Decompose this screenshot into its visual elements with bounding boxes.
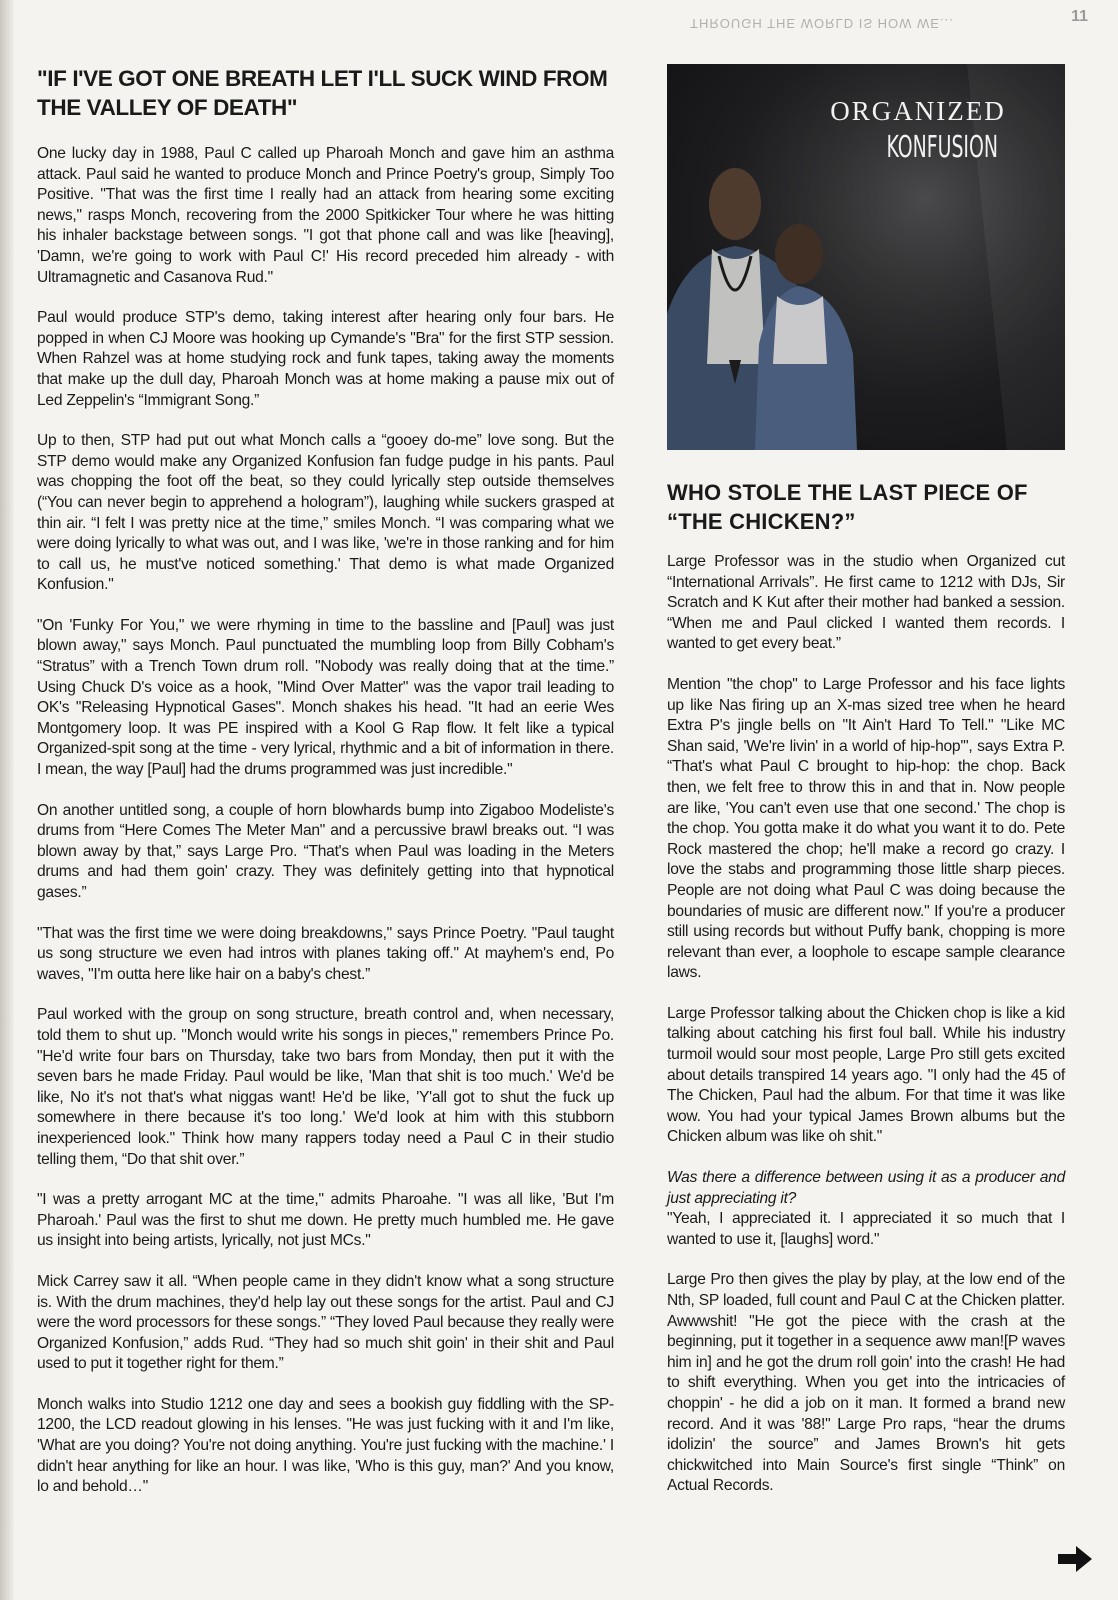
left-paragraph: "On 'Funky For You," we were rhyming in time to the bassline and [Paul] was just blown away," says Monch. Paul punctuated the mumbling loop from Billy Cobham's “Stratus” with a Trench Town drum roll. "Nobody was really doing that at the time.” Using Chuck D's voice as a hook, "Mind Over Matter" was the vapor trail leading to OK's "Releasing Hypnotical Gases". Monch shakes his head. "It had an eerie Wes Montgomery loop. It was PE inspired with a Kool G Rap flow. It felt like a typical Organized-spit song at the time - very lyrical, rhythmic and a bit of information in there. I mean, the way [Paul] had the drums programmed was just incredible." [37, 616, 614, 779]
right-arrow-icon [1058, 1544, 1092, 1574]
left-paragraph: Paul worked with the group on song structure, breath control and, when necessary, told them to shut up. "Monch would write his songs in pieces," remembers Prince Po. "He'd write four bars on Thursday, take two bars from Monday, then put it with the seven bars he made Friday. Paul would be like, 'Man that shit is too much.' We'd be like, No it's not that's what niggas want! He'd be like, 'Y'all got to shut the fuck up somewhere in there because it's too long.' We'd look at him with this stubborn inexperienced look." Think how many rappers today need a Paul C in their studio telling them, “Do that shit over.” [37, 1006, 614, 1168]
left-column [37, 64, 614, 1498]
cover-title: ORGANIZED [830, 96, 1006, 126]
album-cover [667, 64, 1065, 450]
interview-question: Was there a difference between using it as a producer and just appreciating it? [667, 1169, 1065, 1207]
left-paragraph: One lucky day in 1988, Paul C called up Pharoah Monch and gave him an asthma attack. Paul said he wanted to produce Monch and Prince Poetry's group, Simply Too Positive. "That was the first time I really had an attack from hearing some exciting news," rasps Monch, recovering from the 2000 Spitkicker Tour where he was hitting his inhaler backstage between songs. "I got that phone call and was like [heaving], 'Damn, we're going to work with Paul C!' His record preceded him already - with Ultramagnetic and Casanova Rud." [37, 145, 614, 286]
left-paragraph: Paul would produce STP's demo, taking interest after hearing only four bars. He popped in when CJ Moore was hooking up Cymande's "Bra" for the first STP session. When Rahzel was at home studying rock and funk tapes, taking away the moments that make up the dull day, Pharoah Monch was at home making a pause mix out of Led Zeppelin's “Immigrant Song.” [37, 309, 614, 409]
left-paragraph: "I was a pretty arrogant MC at the time," admits Pharoahe. "I was all like, 'But I'm Pharoah.' Paul was the first to shut me down. He pretty much humbled me. He gave us insight into being artists, lyrically, not just MCs." [37, 1191, 614, 1250]
right-paragraph: Large Professor talking about the Chicken chop is like a kid talking about catching his first foul ball. While his industry turmoil would sour most people, Large Pro still gets excited about details transpired 14 years ago. "I only had the 45 of The Chicken, Paul had the album. For that time it was like wow. You had your typical James Brown albums but the Chicken album was like oh shit." [667, 1004, 1065, 1146]
right-column [667, 478, 1065, 1497]
running-head: THROUGH THE WORLD IS HOW WE... [690, 16, 954, 31]
left-paragraph: "That was the first time we were doing breakdowns," says Prince Poetry. "Paul taught us song structure we even had intros with planes taking off." At mayhem's end, Po waves, "I'm outta here like hair on a baby's chest.” [37, 924, 614, 983]
cover-subtitle: KONFUSION [886, 130, 999, 165]
right-headline: WHO STOLE THE LAST PIECE OF “THE CHICKEN?” [667, 480, 1028, 534]
right-paragraph: Large Professor was in the studio when Organized cut “International Arrivals”. He first came to 1212 with DJs, Sir Scratch and K Kut after their mother had banked a session. “When me and Paul clicked I wanted them records. I wanted to get every beat.” [667, 553, 1065, 653]
right-paragraph: Mention "the chop" to Large Professor and his face lights up like Nas firing up an X-mas sized tree when he heard Extra P's jingle bells on "It Ain't Hard To Tell." "Like MC Shan said, 'We're livin' in a world of hip-hop'", says Extra P. “That's what Paul C brought to hip-hop: the chop. Back then, we felt free to throw this in and that in. Now people are like, 'You can't even use that one second.' The chop is the chop. You gotta make it do what you want it to do. Pete Rock mastered the chop; he'll make a record go crazy. I love the stabs and programming those little sharp pieces. People are not doing what Paul C was doing because the boundaries of music are different now." If you're a producer still using records but without Puffy bank, chopping is more relevant than ever, a loophole to escape sample clearance laws. [667, 675, 1065, 982]
left-paragraph: Monch walks into Studio 1212 one day and sees a bookish guy fiddling with the SP-1200, the LCD readout glowing in his lenses. "He was just fucking with it and I'm like, 'What are you doing? You're not doing anything. You're just fucking with the machine.' I didn't hear anything for like an hour. I was like, 'Who is this guy, man?' And you know, lo and behold…" [37, 1395, 614, 1496]
right-paragraph: Large Pro then gives the play by play, at the low end of the Nth, SP loaded, full count and Paul C at the Chicken platter. Awwwshit! "He got the piece with the crash at the beginning, put it together in a sequence aww man![P waves him in] and he got the drum roll goin' into the crash! He had to shift everything. When you get into the intricacies of choppin' - he did a job on it man. It formed a brand new record. And it was '88!" Large Pro raps, “hear the drums idolizin' the source” and James Brown's hit gets chickwitched into Main Source's first single “Think” on Actual Records. [667, 1271, 1065, 1495]
left-headline: "IF I'VE GOT ONE BREATH LET I'LL SUCK WIND FROM THE VALLEY OF DEATH" [37, 66, 608, 120]
left-paragraph: Up to then, STP had put out what Monch calls a “gooey do-me” love song. But the STP demo would make any Organized Konfusion fan fudge pudge in his pants. Paul was chopping the foot off the beat, so they could lyrically step outside themselves (“You can never begin to apprehend a hologram”), laughing while suckers grasped at thin air. “I felt I was pretty nice at the time,” smiles Monch. “I was comparing what we were doing lyrically to what was out, and I was like, 'we're in those ranking and for him to call us, he must've noticed something.' That demo is what made Organized Konfusion." [37, 432, 614, 594]
left-paragraph: Mick Carrey saw it all. “When people came in they didn't know what a song structure is. With the drum machines, they'd help lay out these songs for the artist. Paul and CJ were the word processors for these songs.” “They loved Paul because they really were Organized Konfusion,” adds Rud. “They had so much shit goin' in their shit and Paul used to put it together right for them.” [37, 1272, 614, 1373]
page-edge [0, 0, 14, 1600]
page-number: 11 [1071, 8, 1088, 25]
left-paragraph: On another untitled song, a couple of horn blowhards bump into Zigaboo Modeliste's drums from “Here Comes The Meter Man" and a percussive brawl breaks out. “I was blown away by that,” says Large Pro. “That's when Paul was loading in the Meters drums and had them goin' crazy. They was definitely getting into that hypnotical gases.” [37, 801, 614, 901]
interview-answer: "Yeah, I appreciated it. I appreciated it so much that I wanted to use it, [laughs] word." [667, 1210, 1065, 1248]
